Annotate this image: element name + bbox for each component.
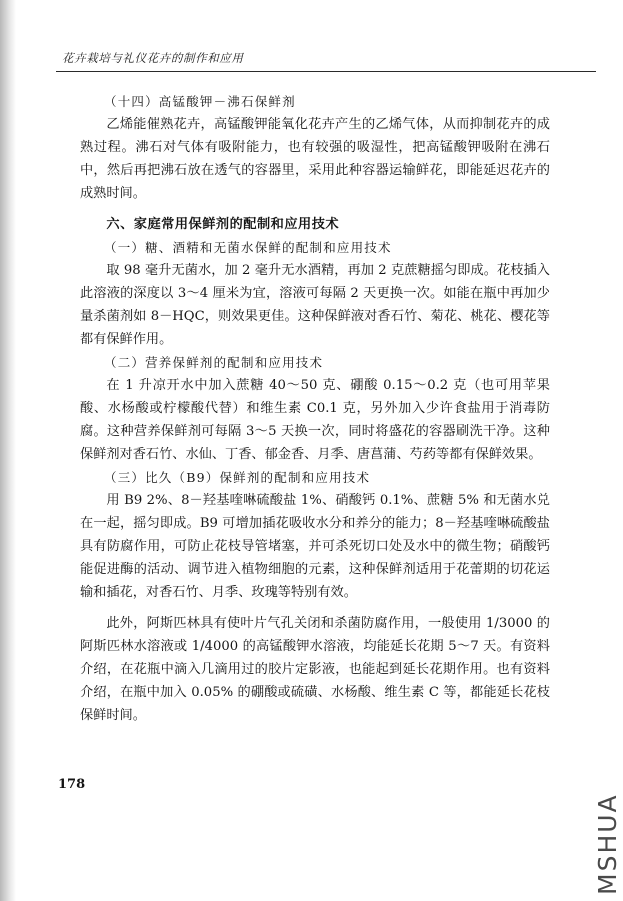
header-rule [56, 71, 596, 72]
subsection-2-paragraph: 在 1 升凉开水中加入蔗糖 40～50 克、硼酸 0.15～0.2 克（也可用苹果酸、水杨酸或柠檬酸代替）和维生素 C0.1 克，另外加入少许食盐用于消毒防腐。这种营养保鲜剂可每隔 3～5 天换一次，同时将盛花的容器刷洗干净。这种保鲜剂对香石竹、水仙、丁香、郁金香、月季、唐菖蒲、芍药等都有保鲜效果。 [80, 378, 550, 462]
subsection-3-heading: （三）比久（B9）保鲜剂的配制和应用技术 [104, 470, 371, 485]
running-header: 花卉栽培与礼仪花卉的制作和应用 [62, 51, 244, 65]
section-6-heading: 六、家庭常用保鲜剂的配制和应用技术 [106, 217, 340, 232]
subsection-1-paragraph: 取 98 毫升无菌水，加 2 毫升无水酒精，再加 2 克蔗糖摇匀即成。花枝插入此溶液的深度以 3～4 厘米为宜，溶液可每隔 2 天更换一次。如能在瓶中再加少量杀菌剂如 8－HQC，则效果更佳。这种保鲜液对香石竹、菊花、桃花、樱花等都有保鲜作用。 [80, 263, 550, 347]
page-body [80, 90, 550, 727]
binding-shadow [0, 0, 16, 901]
closing-paragraph: 此外，阿斯匹林具有使叶片气孔关闭和杀菌防腐作用，一般使用 1/3000 的阿斯匹林水溶液或 1/4000 的高锰酸钾水溶液，均能延长花期 5～7 天。有资料介绍，在花瓶中滴入几滴用过的胶片定影液，也能起到延长花期作用。也有资料介绍，在瓶中加入 0.05% 的硼酸或硫磺、水杨酸、维生素 C 等，都能延长花枝保鲜时间。 [80, 616, 550, 723]
watermark-logo: MSHUA [593, 793, 622, 895]
section-14-paragraph: 乙烯能催熟花卉，高锰酸钾能氧化花卉产生的乙烯气体，从而抑制花卉的成熟过程。沸石对气体有吸附能力，也有较强的吸湿性，把高锰酸钾吸附在沸石中，然后再把沸石放在透气的容器里，采用此种容器运输鲜花，即能延迟花卉的成熟时间。 [80, 117, 550, 201]
subsection-1-heading: （一）糖、酒精和无菌水保鲜的配制和应用技术 [104, 240, 392, 255]
page-number: 178 [58, 777, 86, 792]
section-14-heading: （十四）高锰酸钾－沸石保鲜剂 [104, 94, 296, 109]
subsection-3-paragraph: 用 B9 2%、8－羟基喹啉硫酸盐 1%、硝酸钙 0.1%、蔗糖 5% 和无菌水兑在一起，摇匀即成。B9 可增加插花吸收水分和养分的能力；8－羟基喹啉硫酸盐具有防腐作用，可防止花枝导管堵塞，并可杀死切口处及水中的微生物；硝酸钙能促进酶的活动、调节进入植物细胞的元素，这种保鲜剂适用于花蕾期的切花运输和插花，对香石竹、月季、玫瑰等特别有效。 [80, 493, 550, 600]
subsection-2-heading: （二）营养保鲜剂的配制和应用技术 [104, 355, 324, 370]
